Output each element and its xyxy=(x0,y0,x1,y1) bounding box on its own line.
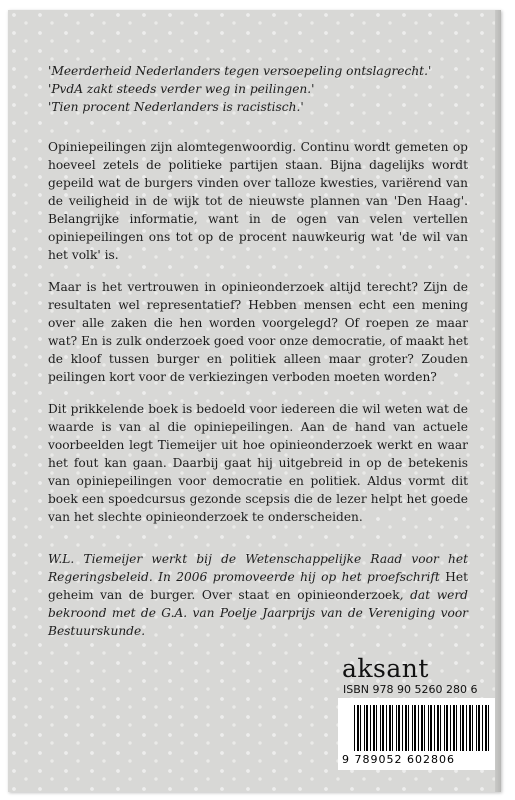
paragraph-intro: Opiniepeilingen zijn alomtegenwoordig. Continu wordt gemeten op hoeveel zetels de politieke partijen staan. Bijna dagelijks wordt gepeild wat de burgers vinden over talloze kwesties, variërend van de veiligheid in de wijk tot de nieuwste plannen van 'Den Haag'. Belangrijke informatie, want in de ogen van velen vertellen opiniepeilingen ons tot op de procent nauwkeurig wat 'de wil van het volk' is. xyxy=(48,140,468,262)
author-bio xyxy=(48,550,468,640)
headline-quotes xyxy=(48,62,468,116)
paragraph-book: Dit prikkelende boek is bedoeld voor iedereen die wil weten wat de waarde is van al die opiniepeilingen. Aan de hand van actuele voorbeelden legt Tiemeijer uit hoe opinieonderzoek werkt en waar het fout kan gaan. Daarbij gaat hij uitgebreid in op de betekenis van opiniepeilingen voor democratie en politiek. Aldus vormt dit boek een spoedcursus gezonde scepsis die de lezer helpt het goede van het slechte opinieonderzoek te onderscheiden. xyxy=(48,402,468,524)
author-bio-part-1: W.L. Tiemeijer werkt bij de Wetenschappelijke Raad voor het Regeringsbeleid. In 2006 promoveerde hij op het proefschrift xyxy=(48,552,468,584)
dissertation-title: Het geheim van de burger. Over staat en opinieonderzoek xyxy=(48,570,468,602)
barcode-bars xyxy=(354,705,490,751)
author-bio-part-3: , dat werd bekroond met de G.A. van Poelje Jaarprijs van de Vereniging voor Bestuurskunde. xyxy=(48,588,468,638)
barcode xyxy=(338,698,495,770)
paragraph-questions: Maar is het vertrouwen in opinieonderzoek altijd terecht? Zijn de resultaten wel representatief? Hebben mensen echt een mening over alle zaken die hen worden voorgelegd? Of roepen ze maar wat? En is zulk onderzoek goed voor onze democratie, of maakt het de kloof tussen burger en politiek alleen maar groter? Zouden peilingen kort voor de verkiezingen verboden moeten worden? xyxy=(48,280,468,384)
quote-1: 'Meerderheid Nederlanders tegen versoepeling ontslagrecht.' xyxy=(48,64,432,78)
blurb-text xyxy=(48,62,468,652)
publisher-logo: aksant xyxy=(342,654,429,683)
barcode-digits: 9 789052 602806 xyxy=(342,753,455,766)
quote-2: 'PvdA zakt steeds verder weg in peilingen.' xyxy=(48,82,315,96)
quote-3: 'Tien procent Nederlanders is racistisch.' xyxy=(48,100,304,114)
page-edge xyxy=(495,10,501,792)
isbn: ISBN 978 90 5260 280 6 xyxy=(343,683,478,696)
